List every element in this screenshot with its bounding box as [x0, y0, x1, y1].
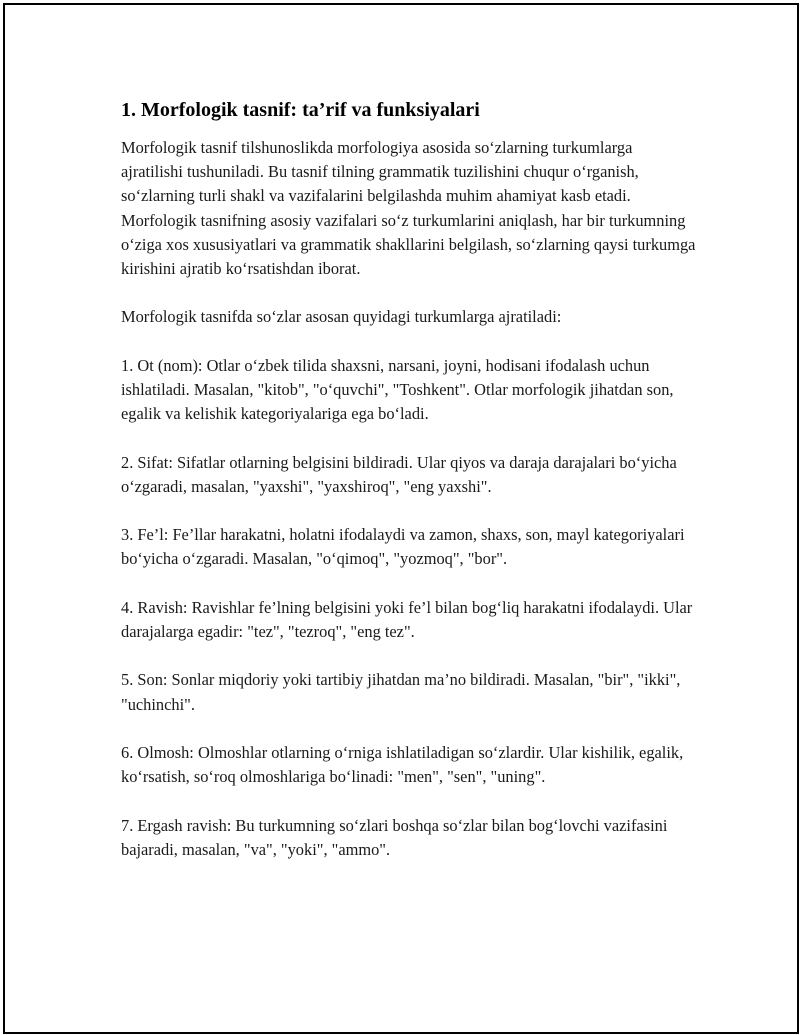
paragraph-intro: Morfologik tasnif tilshunoslikda morfologiya asosida so‘zlarning turkumlarga ajratilishi tushuniladi. Bu tasnif tilning grammatik tuzilishini chuqur o‘rganish, so‘zlarning turli shakl va vazifalarini belgilashda muhim ahamiyat kasb etadi. Morfologik tasnifning asosiy vazifalari so‘z turkumlarini aniqlash, har bir turkumning o‘ziga xos xususiyatlari va grammatik shakllarini belgilash, so‘zlarning qaysi turkumga kirishini ajratib ko‘rsatishdan iborat. — [121, 138, 696, 279]
paragraph-ot: 1. Ot (nom): Otlar o‘zbek tilida shaxsni, narsani, joyni, hodisani ifodalash uchun ishlatiladi. Masalan, "kitob", "o‘quvchi", "Toshkent". Otlar morfologik jihatdan son, egalik va kelishik kategoriyalariga ega bo‘ladi. — [121, 355, 674, 424]
paragraph-ravish: 4. Ravish: Ravishlar fe’lning belgisini yoki fe’l bilan bog‘liq harakatni ifodalaydi. Ular darajalarga egadir: "tez", "tezroq", "eng tez". — [121, 597, 693, 641]
paragraph-sifat: 2. Sifat: Sifatlar otlarning belgisini bildiradi. Ular qiyos va daraja darajalari bo‘yicha o‘zgaradi, masalan, "yaxshi", "yaxshiroq", "eng yaxshi". — [121, 452, 677, 496]
paragraph-olmosh: 6. Olmosh: Olmoshlar otlarning o‘rniga ishlatiladigan so‘zlardir. Ular kishilik, egalik, ko‘rsatish, so‘roq olmoshlariga bo‘linadi: "men", "sen", "uning". — [121, 742, 684, 787]
paragraph-ergash-ravish: 7. Ergash ravish: Bu turkumning so‘zlari boshqa so‘zlar bilan bog‘lovchi vazifasini bajaradi, masalan, "va", "yoki", "ammo". — [121, 815, 668, 859]
page-frame — [3, 3, 799, 1034]
document-title: 1. Morfologik tasnif: ta’rif va funksiyalari — [121, 99, 480, 121]
paragraph-categories-lead: Morfologik tasnifda so‘zlar asosan quyidagi turkumlarga ajratiladi: — [121, 307, 562, 327]
paragraph-son: 5. Son: Sonlar miqdoriy yoki tartibiy jihatdan ma’no bildiradi. Masalan, "bir", "ikki", "uchinchi". — [121, 670, 681, 714]
paragraph-fel: 3. Fe’l: Fe’llar harakatni, holatni ifodalaydi va zamon, shaxs, son, mayl kategoriyalari bo‘yicha o‘zgaradi. Masalan, "o‘qimoq", "yozmoq", "bor". — [121, 525, 685, 569]
document-body — [121, 97, 696, 886]
